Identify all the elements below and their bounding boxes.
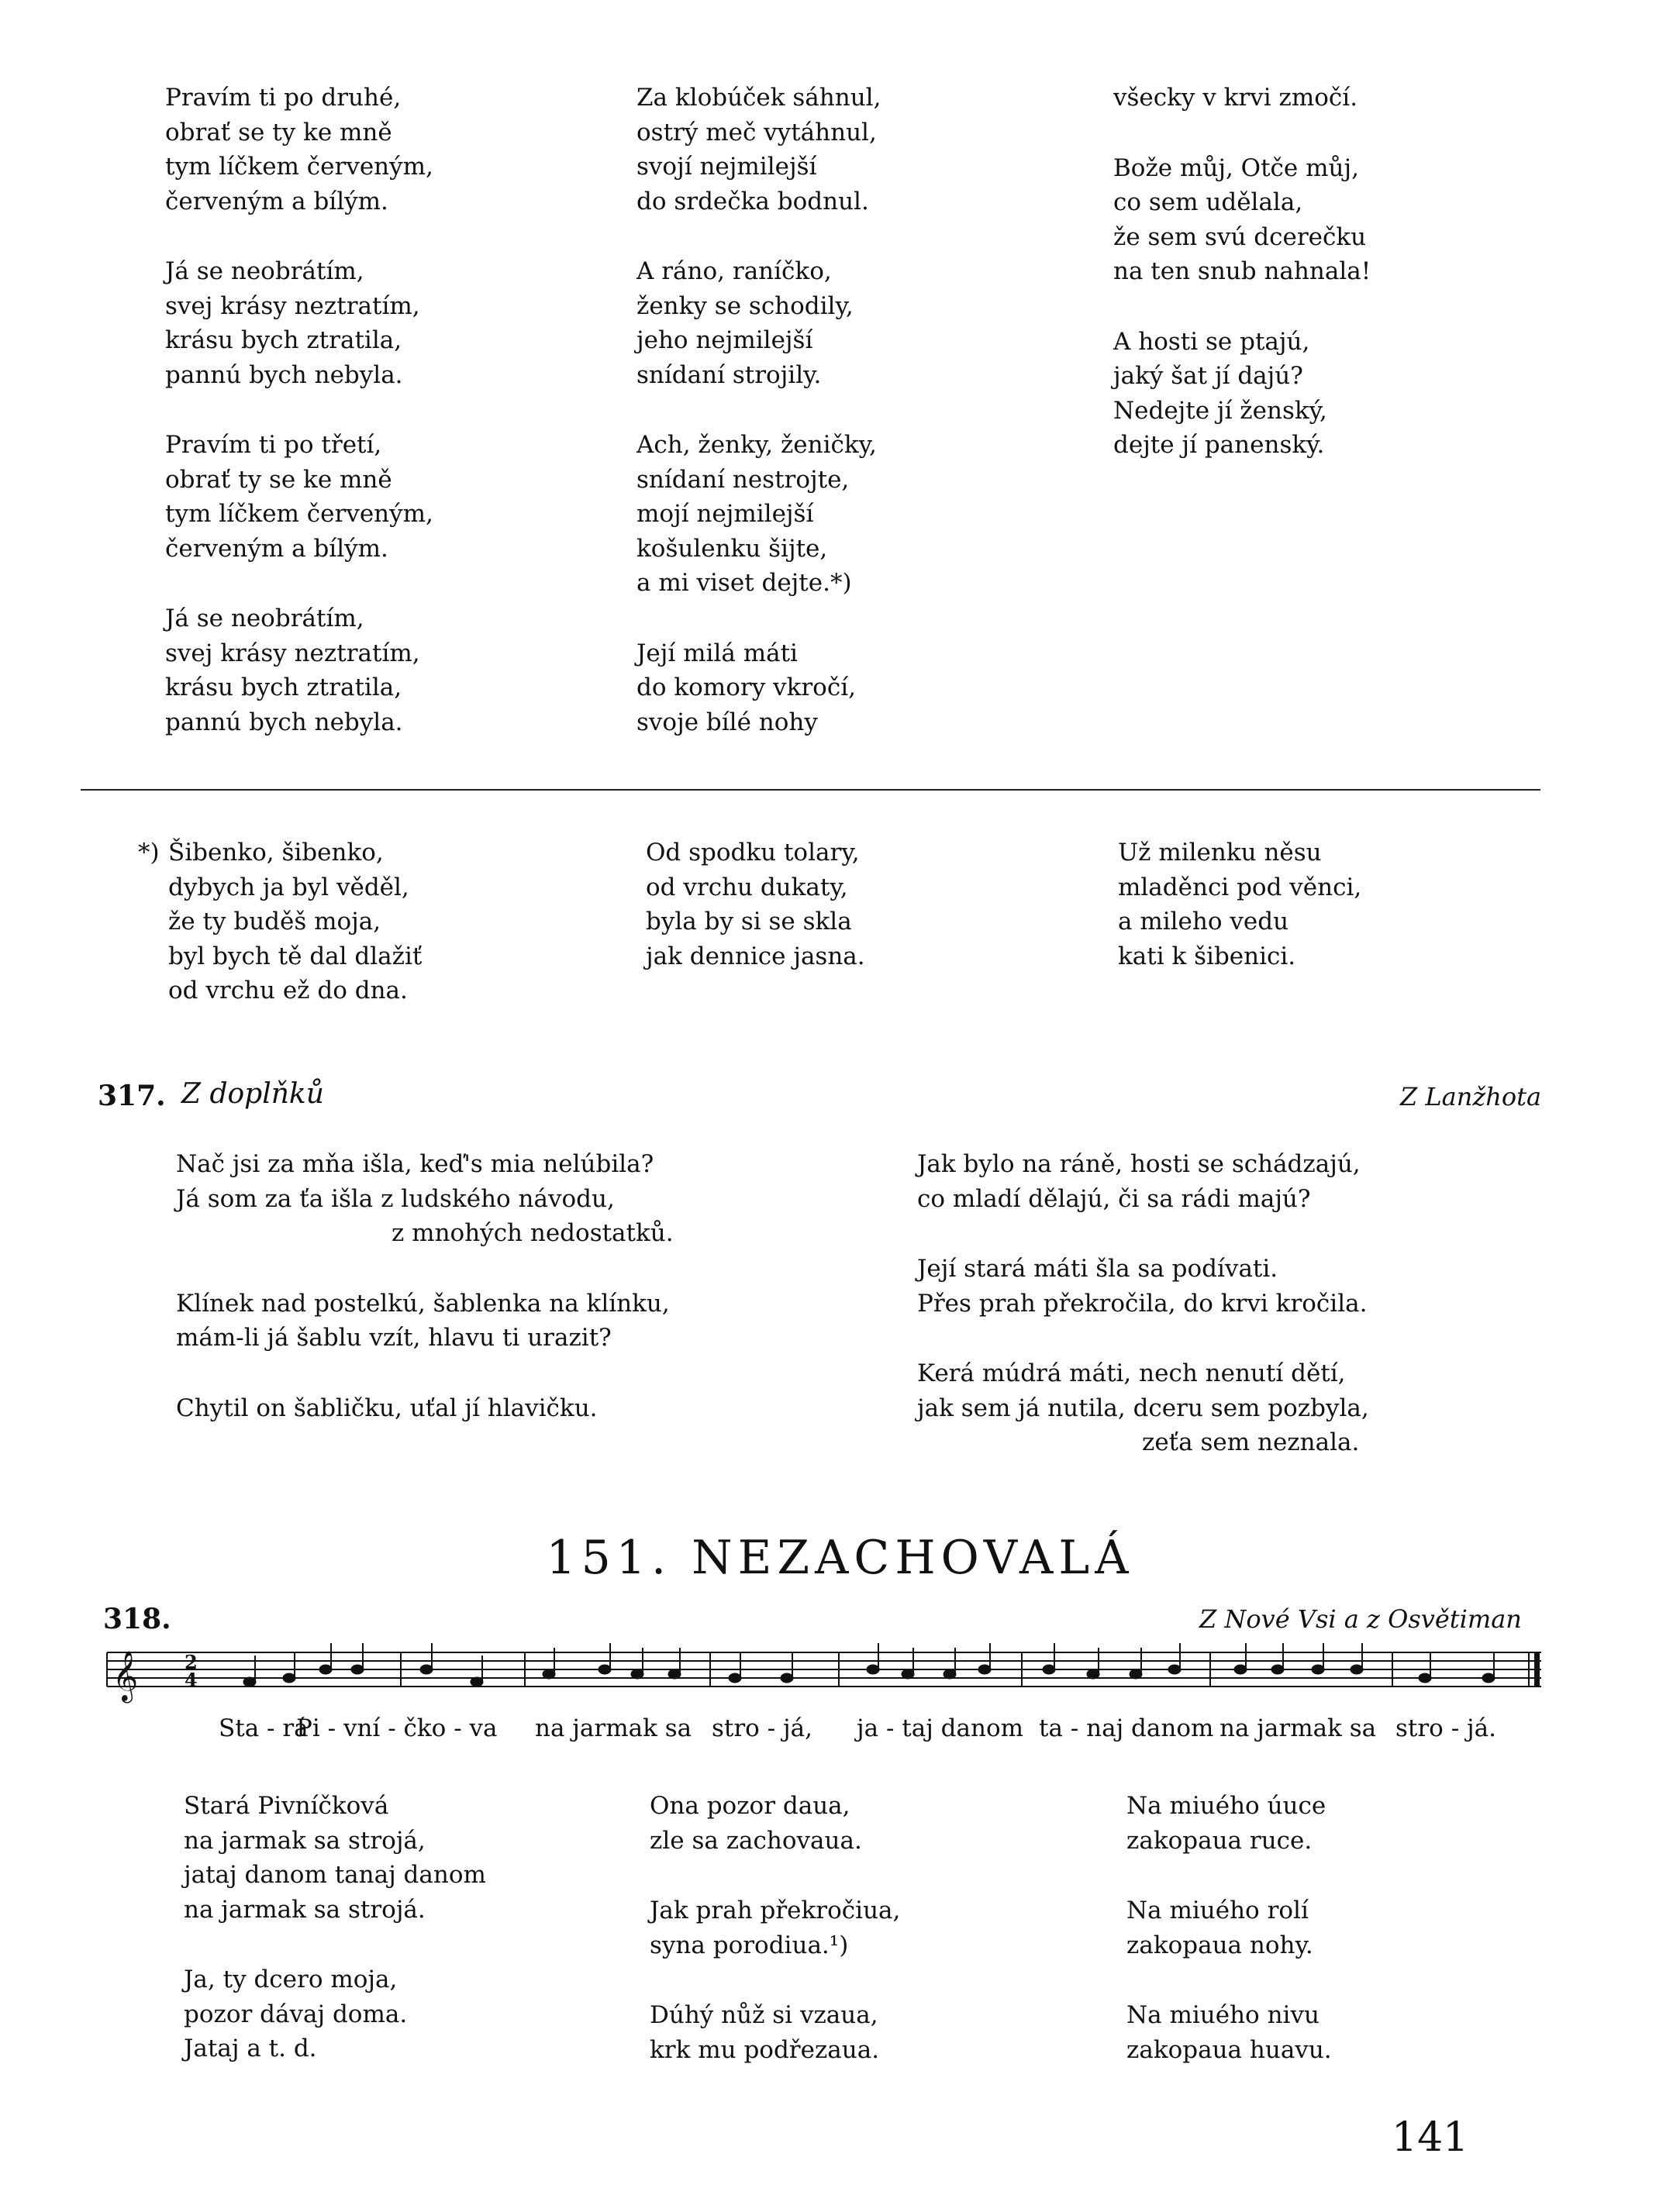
verse-line: mám-li já šablu vzít, hlavu ti urazit? <box>176 1324 612 1352</box>
verse-line: co sem udělala, <box>1113 188 1303 216</box>
stanza <box>176 1287 674 1356</box>
stanza <box>650 1789 900 1858</box>
song-318-left-column <box>184 1789 486 2102</box>
underlay-syllable: Sta - rá <box>219 1714 309 1742</box>
note-head <box>978 1665 991 1674</box>
note-head <box>668 1669 681 1679</box>
note-head <box>543 1669 555 1679</box>
verse-line: obrať se ty ke mně <box>165 118 392 146</box>
underlay-syllable: stro - já, <box>712 1714 812 1742</box>
note-head <box>599 1665 611 1674</box>
verse-line: Už milenku něsu <box>1118 839 1322 867</box>
verse-line: svojí nejmilejší <box>636 153 817 181</box>
stanza <box>1113 325 1371 463</box>
note-head <box>351 1665 364 1674</box>
song-317-title: Z doplňků <box>181 1078 324 1110</box>
footnote-divider <box>81 789 1540 791</box>
verse-line: krk mu podřezaua. <box>650 2035 880 2064</box>
verse-line: dejte jí panenský. <box>1113 431 1325 459</box>
verse-line: košulenku šijte, <box>636 534 828 563</box>
stanza <box>1126 1789 1332 1858</box>
stanza <box>1113 151 1371 289</box>
verse-line: pozor dávaj doma. <box>184 2000 408 2028</box>
underlay-syllable: Pi - vní - čko - va <box>296 1714 498 1742</box>
stanza <box>165 428 433 566</box>
verse-line: ostrý meč vytáhnul, <box>636 118 877 146</box>
verse-line: Ach, ženky, ženičky, <box>636 431 877 459</box>
verse-line: jataj danom tanaj danom <box>184 1861 486 1889</box>
verse-line: snídaní nestrojte, <box>636 465 850 494</box>
verse-line: byla by si se skla <box>646 908 852 935</box>
verse-line: na jarmak sa strojá, <box>184 1826 426 1855</box>
verse-line: červeným a bílým. <box>165 187 388 215</box>
stanza <box>650 1998 900 2067</box>
verse-line: jak dennice jasna. <box>646 942 865 970</box>
note-head <box>1351 1665 1363 1674</box>
verse-line: Klínek nad postelkú, šablenka na klínku, <box>176 1289 670 1318</box>
verse-line: jak sem já nutila, dceru sem pozbyla, <box>917 1394 1369 1422</box>
stanza <box>1126 1893 1332 1962</box>
page-number: 141 <box>1392 2114 1469 2161</box>
verse-line: Na miuého rolí <box>1126 1897 1309 1924</box>
verse-line: pannú bych nebyla. <box>165 360 403 389</box>
top-column-middle <box>636 81 881 775</box>
stanza <box>917 1356 1369 1460</box>
note-head <box>319 1665 332 1674</box>
verse-line: Šibenko, šibenko, <box>168 839 384 867</box>
verse-line: Pravím ti po třetí, <box>165 431 382 459</box>
note-head <box>283 1673 295 1683</box>
verse-line: zle sa zachovaua. <box>650 1826 862 1855</box>
verse-line: do komory vkročí, <box>636 674 856 701</box>
note-head <box>781 1673 793 1683</box>
time-signature-top: 2 <box>185 1651 198 1673</box>
verse-line: A ráno, raníčko, <box>636 257 832 285</box>
note-head <box>471 1677 483 1687</box>
note-head <box>1168 1665 1181 1674</box>
song-318-right-column <box>1126 1789 1332 2103</box>
verse-line: z mnohých nedostatků. <box>392 1219 674 1247</box>
note-head <box>1130 1669 1142 1679</box>
underlay-syllable: ta - naj danom <box>1039 1714 1214 1742</box>
verse-line: Od spodku tolary, <box>646 839 860 867</box>
song-317-origin: Z Lanžhota <box>1400 1082 1542 1111</box>
verse-line: Stará Pivníčková <box>184 1792 389 1820</box>
note-head <box>1087 1669 1099 1679</box>
verse-line: do srdečka bodnul. <box>636 187 869 215</box>
verse-line: obrať ty se ke mně <box>165 465 392 494</box>
note-head <box>1271 1665 1284 1674</box>
verse-line: Na miuého úuce <box>1126 1792 1326 1820</box>
note-head <box>631 1669 643 1679</box>
verse-line: Já se neobrátím, <box>165 605 364 632</box>
verse-line: a mileho vedu <box>1118 908 1289 935</box>
verse-line: zakopaua huavu. <box>1126 2035 1332 2064</box>
note-head <box>243 1677 256 1687</box>
footnote-left <box>168 836 422 1008</box>
underlay-syllable: na jarmak sa <box>535 1714 692 1742</box>
verse-line: Kerá múdrá máti, nech nenutí dětí, <box>917 1359 1346 1387</box>
verse-line: jaký šat jí dajú? <box>1113 362 1303 390</box>
note-head <box>902 1669 914 1679</box>
note-head <box>1482 1673 1495 1683</box>
treble-clef-icon: 𝄞 <box>112 1651 139 1701</box>
stanza <box>1113 81 1371 115</box>
note-head <box>420 1665 433 1674</box>
verse-line: od vrchu ež do dna. <box>168 977 408 1004</box>
top-column-left <box>165 81 433 775</box>
verse-line: Dúhý nůž si vzaua, <box>650 2001 878 2029</box>
song-318-number: 318. <box>103 1603 171 1635</box>
verse-line: Jak bylo na ráně, hosti se schádzajú, <box>917 1150 1361 1178</box>
verse-line: svej krásy neztratím, <box>165 291 420 320</box>
verse-line: tym líčkem červeným, <box>165 153 433 181</box>
stanza <box>636 636 881 740</box>
verse-line: na jarmak sa strojá. <box>184 1895 426 1924</box>
verse-line: zeťa sem neznala. <box>1142 1428 1360 1456</box>
underlay-syllable: na jarmak sa <box>1219 1714 1377 1742</box>
verse-line: kati k šibenici. <box>1118 942 1296 970</box>
stanza <box>184 1962 486 2066</box>
note-head <box>943 1669 956 1679</box>
verse-line: syna porodiua.¹) <box>650 1931 849 1959</box>
verse-line: Bože můj, Otče můj, <box>1113 153 1359 182</box>
verse-line: od vrchu dukaty, <box>646 873 848 901</box>
note-head <box>1312 1665 1324 1674</box>
song-317-number: 317. <box>98 1080 166 1112</box>
song-317-right-column <box>917 1147 1369 1496</box>
verse-line: že sem svú dcerečku <box>1113 222 1367 251</box>
verse-line: a mi viset dejte.*) <box>636 569 852 597</box>
stanza <box>184 1789 486 1927</box>
stanza <box>165 601 433 739</box>
note-head <box>1043 1665 1055 1674</box>
song-318-origin: Z Nové Vsi a z Osvětiman <box>1199 1604 1522 1634</box>
song-318-middle-column <box>650 1789 900 2103</box>
verse-line: zakopaua nohy. <box>1126 1931 1313 1959</box>
stanza <box>650 1893 900 1962</box>
footnote-mark: *) <box>138 839 160 867</box>
verse-line: Jak prah překročiua, <box>650 1897 901 1924</box>
section-heading: 151. NEZACHOVALÁ <box>546 1531 1134 1585</box>
note-head <box>1419 1673 1431 1683</box>
verse-line: Přes prah překročila, do krvi kročila. <box>917 1289 1368 1318</box>
underlay-syllable: ja - taj danom <box>857 1714 1024 1742</box>
stanza <box>1126 1998 1332 2067</box>
verse-line: dybych ja byl věděl, <box>168 873 409 901</box>
verse-line: Nač jsi za mňa išla, keď's mia nelúbila? <box>176 1150 654 1178</box>
verse-line: na ten snub nahnala! <box>1113 257 1371 285</box>
verse-line: jeho nejmilejší <box>636 326 813 354</box>
music-staff <box>0 1621 1680 1707</box>
verse-line: že ty buděš moja, <box>168 908 381 935</box>
verse-line: snídaní strojily. <box>636 360 822 389</box>
stanza <box>917 1147 1369 1216</box>
note-head <box>867 1665 879 1674</box>
verse-line: mojí nejmilejší <box>636 500 814 528</box>
verse-line: krásu bych ztratila, <box>165 326 402 354</box>
stanza <box>165 254 433 392</box>
verse-line: byl bych tě dal dlažiť <box>168 942 423 970</box>
stanza <box>636 254 881 392</box>
note-head <box>1234 1665 1247 1674</box>
verse-line: krásu bych ztratila, <box>165 674 402 701</box>
stanza <box>917 1252 1369 1321</box>
stanza <box>165 81 433 219</box>
verse-line: zakopaua ruce. <box>1126 1826 1313 1855</box>
footnote-right <box>1118 836 1361 973</box>
verse-line: Na miuého nivu <box>1126 2001 1320 2029</box>
top-column-right <box>1113 81 1371 498</box>
verse-line: Ona pozor daua, <box>650 1792 850 1820</box>
verse-line: Já som za ťa išla z ludského návodu, <box>176 1184 615 1213</box>
verse-line: červeným a bílým. <box>165 534 388 563</box>
stanza <box>176 1147 674 1251</box>
stanza <box>636 81 881 219</box>
underlay-syllable: stro - já. <box>1395 1714 1496 1742</box>
time-signature-bottom: 4 <box>185 1669 198 1691</box>
verse-line: Chytil on šabličku, uťal jí hlavičku. <box>176 1394 598 1422</box>
stanza <box>636 428 881 601</box>
note-head <box>729 1673 741 1683</box>
verse-line: Její stará máti šla sa podívati. <box>917 1255 1278 1283</box>
verse-line: Jataj a t. d. <box>184 2035 317 2062</box>
verse-line: svoje bílé nohy <box>636 708 818 736</box>
verse-line: svej krásy neztratím, <box>165 639 420 667</box>
verse-line: Nedejte jí ženský, <box>1113 396 1327 425</box>
verse-line: všecky v krvi zmočí. <box>1113 84 1358 112</box>
verse-line: Ja, ty dcero moja, <box>184 1966 398 1993</box>
verse-line: mladěnci pod věnci, <box>1118 873 1362 901</box>
verse-line: co mladí dělajú, či sa rádi majú? <box>917 1184 1311 1213</box>
verse-line: A hosti se ptajú, <box>1113 327 1310 356</box>
verse-line: pannú bych nebyla. <box>165 708 403 736</box>
verse-line: tym líčkem červeným, <box>165 500 433 528</box>
song-317-left-column <box>176 1147 674 1461</box>
verse-line: Pravím ti po druhé, <box>165 84 402 112</box>
verse-line: ženky se schodily, <box>636 291 854 320</box>
verse-line: Její milá máti <box>636 639 798 667</box>
verse-line: Já se neobrátím, <box>165 257 364 285</box>
verse-line: Za klobúček sáhnul, <box>636 84 881 112</box>
footnote-middle <box>646 836 865 973</box>
stanza <box>176 1391 674 1426</box>
